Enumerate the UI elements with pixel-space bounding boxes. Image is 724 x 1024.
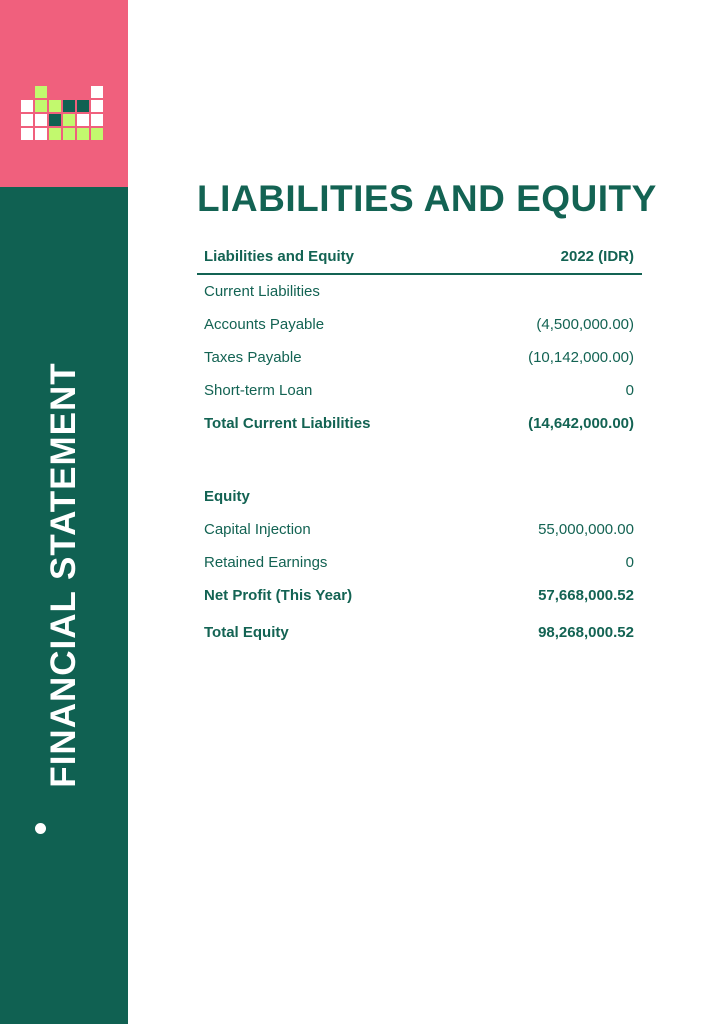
bar-chart-logo-icon (21, 86, 103, 140)
header-label: Liabilities and Equity (204, 248, 355, 265)
header-value: 2022 (IDR) (560, 248, 634, 265)
logo-cell (35, 86, 47, 98)
row-label: Short-term Loan (204, 382, 313, 399)
section-heading-row (197, 480, 642, 513)
row-value: 0 (625, 382, 634, 399)
row-label: Net Profit (This Year) (204, 587, 353, 604)
table-header-row (197, 240, 642, 275)
logo-cell (63, 128, 75, 140)
table-row (197, 341, 642, 374)
row-value: (14,642,000.00) (528, 415, 634, 432)
logo-cell (91, 114, 103, 126)
row-value: 57,668,000.52 (538, 587, 634, 604)
logo-cell (21, 128, 33, 140)
row-value: (10,142,000.00) (528, 349, 634, 366)
logo-cell (21, 86, 33, 98)
total-row (197, 616, 642, 649)
row-label: Total Equity (204, 624, 289, 641)
total-row (197, 579, 642, 612)
sidebar-top-panel (0, 0, 128, 187)
table-row (197, 513, 642, 546)
row-label: Total Current Liabilities (204, 415, 371, 432)
logo-cell (35, 114, 47, 126)
logo-cell (91, 100, 103, 112)
logo-cell (35, 100, 47, 112)
logo-cell (49, 100, 61, 112)
section-spacer (197, 440, 642, 480)
row-value: 55,000,000.00 (538, 521, 634, 538)
logo-cell (77, 114, 89, 126)
row-label: Taxes Payable (204, 349, 302, 366)
logo-cell (63, 86, 75, 98)
table-row (197, 546, 642, 579)
row-label: Equity (204, 488, 250, 505)
row-value: 98,268,000.52 (538, 624, 634, 641)
sidebar-title: FINANCIAL STATEMENT (44, 362, 83, 788)
row-value: (4,500,000.00) (536, 316, 634, 333)
logo-cell (77, 86, 89, 98)
logo-cell (77, 100, 89, 112)
table-row (197, 374, 642, 407)
logo-cell (77, 128, 89, 140)
logo-cell (21, 114, 33, 126)
total-row (197, 407, 642, 440)
logo-cell (63, 114, 75, 126)
logo-cell (35, 128, 47, 140)
logo-cell (63, 100, 75, 112)
bullet-dot (35, 823, 46, 834)
row-value: 0 (625, 554, 634, 571)
logo-cell (21, 100, 33, 112)
table-row (197, 308, 642, 341)
logo-cell (49, 114, 61, 126)
table-row (197, 275, 642, 308)
row-label: Capital Injection (204, 521, 311, 538)
logo-cell (49, 86, 61, 98)
row-label: Accounts Payable (204, 316, 325, 333)
balance-table (197, 240, 642, 649)
logo-cell (91, 128, 103, 140)
row-label: Current Liabilities (204, 283, 320, 300)
page-title: LIABILITIES AND EQUITY (197, 178, 657, 219)
logo-cell (49, 128, 61, 140)
logo-cell (91, 86, 103, 98)
row-label: Retained Earnings (204, 554, 328, 571)
